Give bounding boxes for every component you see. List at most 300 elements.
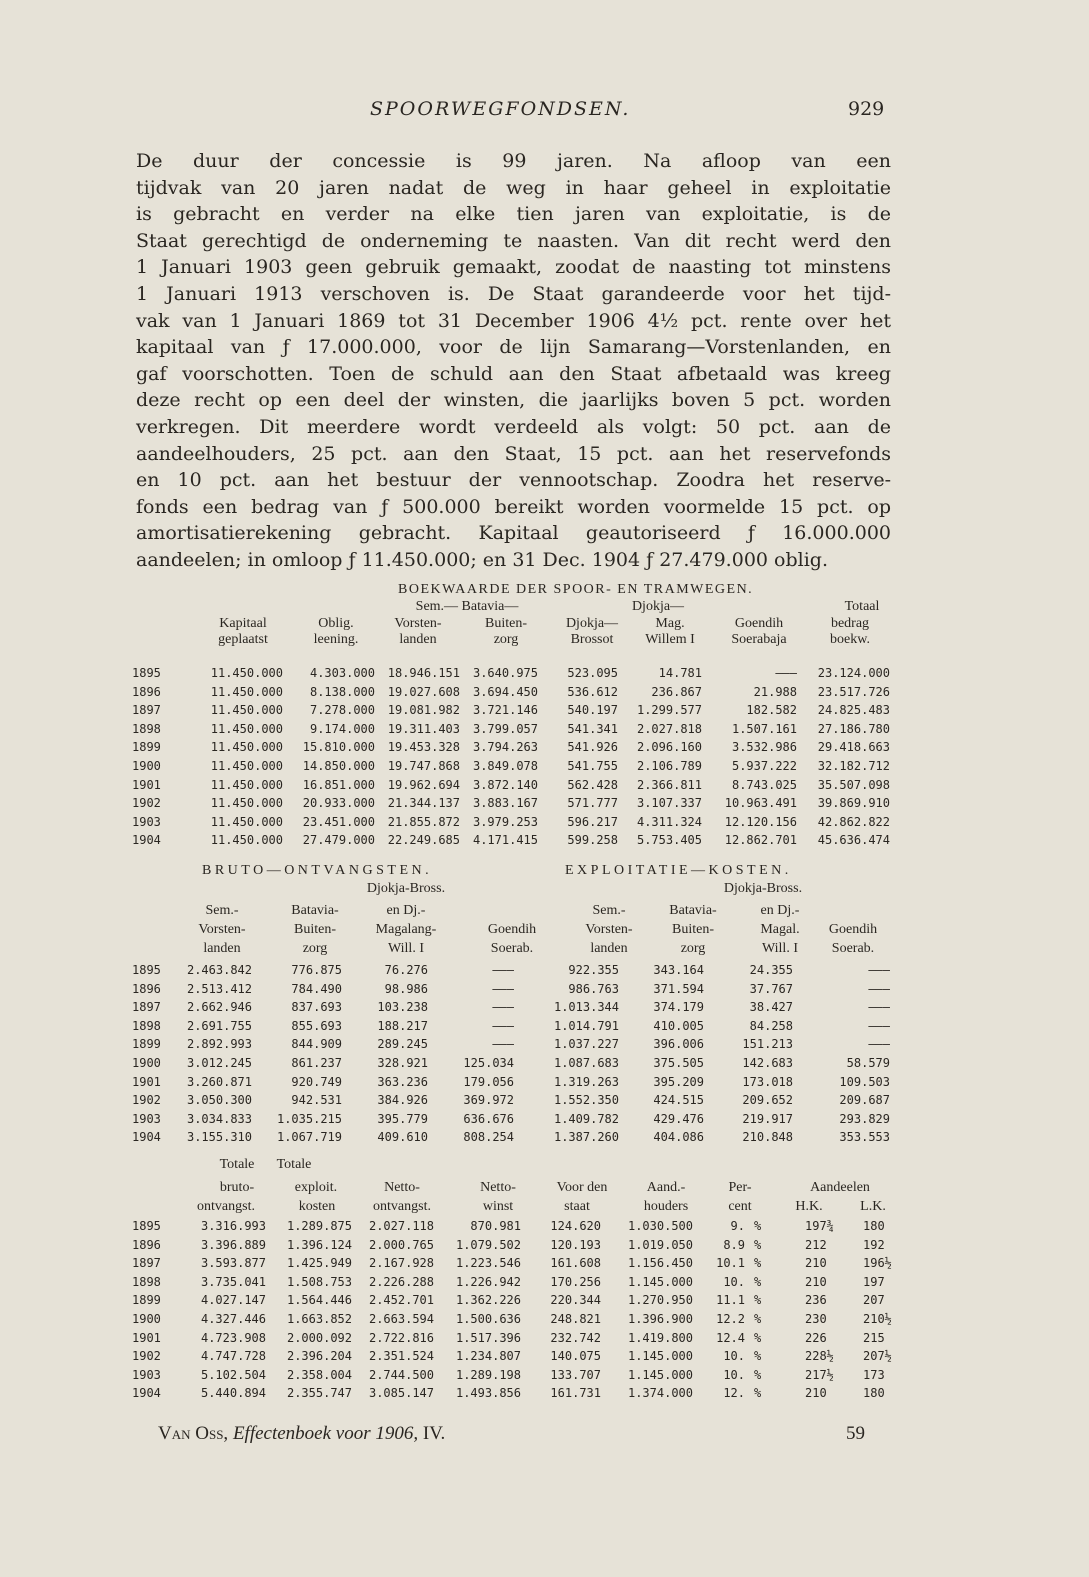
table-row (0, 1349, 1089, 1365)
column-header: boekw. (830, 632, 870, 647)
table-cell: 1.299.577 (636, 703, 702, 718)
column-header: Djokja— (565, 616, 619, 631)
table-cell: 1.663.852 (286, 1312, 352, 1326)
table-row (0, 1256, 1089, 1272)
table-cell: 1901 (132, 1074, 161, 1089)
table-cell: 536.612 (567, 684, 618, 699)
table-cell: 1.145.000 (627, 1349, 693, 1364)
table-cell: 5.937.222 (731, 759, 797, 773)
table-cell: 4.723.908 (200, 1330, 266, 1345)
table-cell: 37.767 (749, 981, 793, 996)
table-cell: 3.721.146 (472, 703, 538, 718)
table-cell: % (754, 1349, 762, 1364)
table-cell: 2.226.288 (368, 1274, 434, 1289)
column-header: landen (399, 632, 437, 647)
table-cell: 173.018 (742, 1074, 793, 1089)
table-cell: 21.344.137 (387, 796, 460, 811)
table-cell: 396.006 (653, 1037, 704, 1052)
paragraph-line: gaf voorschotten. Toen de schuld aan den Staat afbetaald was kreeg (136, 362, 891, 385)
table-cell: 140.075 (550, 1349, 601, 1364)
table-cell: 32.182.712 (817, 759, 890, 773)
paragraph-line: Staat gerechtigd de onderneming te naasten. Van dit recht werd den (136, 229, 891, 252)
table-cell: 353.553 (839, 1130, 890, 1145)
column-header: staat (564, 1199, 590, 1214)
table-cell: 14.781 (658, 666, 702, 680)
column-header: Soerab. (490, 941, 534, 956)
table-cell: 3.396.889 (200, 1237, 266, 1252)
table-cell: 4.747.728 (200, 1349, 266, 1364)
table-cell: 2.027.118 (368, 1219, 434, 1233)
running-header: SPOORWEGFONDSEN. (370, 98, 631, 120)
table-cell: 11.450.000 (210, 721, 283, 736)
column-header: Mag. (655, 616, 685, 631)
table-cell: 808.254 (463, 1130, 514, 1145)
table-cell: 1.500.636 (455, 1312, 521, 1326)
table-cell: 5.102.504 (200, 1367, 266, 1382)
table-cell: 371.594 (653, 981, 704, 996)
table-cell: 1900 (132, 1056, 161, 1070)
table-cell: 212 (805, 1237, 827, 1252)
table-cell: 1.319.263 (553, 1074, 619, 1089)
table-cell: 3.012.245 (186, 1056, 252, 1070)
table-cell: 207½ (863, 1349, 892, 1364)
column-header: Will. I (762, 941, 798, 956)
table-cell: 3.593.877 (200, 1256, 266, 1271)
column-header: zorg (493, 632, 519, 647)
paragraph-line: verkregen. Dit meerdere wordt verdeeld als volgt: 50 pct. aan de (136, 415, 891, 438)
table-cell: 230 (805, 1312, 827, 1326)
table-row (0, 1130, 1089, 1146)
table-title: BOEKWAARDE DER SPOOR- EN TRAMWEGEN. (398, 582, 754, 597)
column-header: zorg (302, 941, 328, 956)
table-cell: 133.707 (550, 1367, 601, 1382)
column-header: Willem I (645, 632, 695, 647)
table-cell: 1896 (132, 1237, 161, 1252)
table-cell: 10.963.491 (724, 796, 797, 811)
table-cell: 228½ (805, 1349, 834, 1364)
table-cell: 207 (863, 1293, 885, 1308)
table-cell: 1.564.446 (286, 1293, 352, 1308)
column-header: Djokja-Bross. (366, 881, 446, 896)
column-header: Buiten- (672, 922, 714, 937)
table-cell: 1897 (132, 1256, 161, 1271)
column-header: Aand.- (646, 1180, 686, 1195)
table-row (0, 1219, 1089, 1235)
body-paragraph (136, 148, 891, 574)
table-cell: % (754, 1274, 762, 1289)
table-row (0, 1019, 1089, 1035)
table-cell: ——— (868, 1000, 890, 1015)
table-cell: 179.056 (463, 1074, 514, 1089)
table-cell: 1898 (132, 1274, 161, 1289)
table-cell: ——— (868, 981, 890, 996)
table-cell: 404.086 (653, 1130, 704, 1145)
column-header: Sem.- (205, 903, 239, 918)
table-cell: 1896 (132, 981, 161, 996)
table-cell: 4.027.147 (200, 1293, 266, 1308)
column-header: Kapitaal (219, 616, 267, 631)
table-cell: 3.794.263 (472, 740, 538, 755)
table-cell: 1.508.753 (286, 1274, 352, 1289)
table-cell: 1898 (132, 721, 161, 736)
table-cell: 236 (805, 1293, 827, 1308)
table-cell: ——— (775, 666, 797, 680)
table-cell: 197¾ (805, 1219, 834, 1233)
table-cell: 19.027.608 (387, 684, 460, 699)
table-row (0, 796, 1089, 812)
table-cell: 3.883.167 (472, 796, 538, 811)
footer-volume: IV. (422, 1423, 446, 1444)
column-header: Sem.— Batavia— (415, 599, 519, 614)
table-cell: 837.693 (291, 1000, 342, 1015)
column-header: Batavia- (291, 903, 339, 918)
table-cell: 3.034.833 (186, 1111, 252, 1126)
table-cell: 2.106.789 (636, 759, 702, 773)
table-cell: 11.1 (716, 1293, 745, 1308)
column-header: winst (482, 1199, 514, 1214)
table-cell: 424.515 (653, 1093, 704, 1108)
table-row (0, 1112, 1089, 1128)
table-cell: 1904 (132, 1130, 161, 1145)
table-cell: 197 (863, 1274, 885, 1289)
table-cell: 870.981 (470, 1219, 521, 1233)
column-header: zorg (680, 941, 706, 956)
column-header: exploit. (294, 1180, 338, 1195)
table-cell: 1.289.875 (286, 1219, 352, 1233)
table-cell: 29.418.663 (817, 740, 890, 755)
table-cell: 2.167.928 (368, 1256, 434, 1271)
table-cell: 76.276 (384, 963, 428, 977)
table-cell: 1.493.856 (455, 1386, 521, 1401)
table-cell: % (754, 1386, 762, 1401)
table-cell: 2.351.524 (368, 1349, 434, 1364)
table-cell: 11.450.000 (210, 833, 283, 848)
table-cell: 1.289.198 (455, 1367, 521, 1382)
table-row (0, 778, 1089, 794)
table-cell: 11.450.000 (210, 684, 283, 699)
table-cell: 1903 (132, 1367, 161, 1382)
table-cell: 18.946.151 (387, 666, 460, 680)
table-title-left: BRUTO—ONTVANGSTEN. (202, 863, 433, 878)
table-cell: 1.409.782 (553, 1111, 619, 1126)
column-header: Sem.- (592, 903, 626, 918)
table-cell: 1.079.502 (455, 1237, 521, 1252)
table-cell: 4.327.446 (200, 1312, 266, 1326)
table-cell: 2.000.765 (368, 1237, 434, 1252)
table-cell: 541.755 (567, 759, 618, 773)
table-cell: ——— (868, 1018, 890, 1033)
table-cell: 922.355 (568, 963, 619, 977)
column-header: Totaal (844, 599, 880, 614)
column-header: en Dj.- (760, 903, 800, 918)
table-cell: 11.450.000 (210, 777, 283, 792)
table-cell: 1.374.000 (627, 1386, 693, 1401)
table-cell: 12.120.156 (724, 814, 797, 829)
table-cell: 23.451.000 (302, 814, 375, 829)
table-cell: 343.164 (653, 963, 704, 977)
table-cell: 636.676 (463, 1111, 514, 1126)
table-cell: 35.507.098 (817, 777, 890, 792)
column-header: Buiten- (294, 922, 336, 937)
column-header: Goendih (487, 922, 537, 937)
table-cell: 210.848 (742, 1130, 793, 1145)
table-cell: 15.810.000 (302, 740, 375, 755)
table-cell: 180 (863, 1219, 885, 1233)
table-cell: 8.9 (723, 1237, 745, 1252)
table-cell: 1.087.683 (553, 1056, 619, 1070)
table-cell: 217½ (805, 1367, 834, 1382)
table-cell: 182.582 (746, 703, 797, 718)
table-cell: 1897 (132, 1000, 161, 1015)
table-cell: 192 (863, 1237, 885, 1252)
column-header: cent (728, 1199, 752, 1214)
table-cell: 3.872.140 (472, 777, 538, 792)
table-cell: 27.479.000 (302, 833, 375, 848)
column-header: ontvangst. (373, 1199, 431, 1214)
column-header: Totale (276, 1157, 312, 1172)
table-cell: 151.213 (742, 1037, 793, 1052)
table-cell: 161.731 (550, 1386, 601, 1401)
table-cell: 124.620 (550, 1219, 601, 1233)
table-cell: 11.450.000 (210, 814, 283, 829)
table-cell: 10.1 (716, 1256, 745, 1271)
table-cell: 9. (730, 1219, 745, 1233)
table-cell: 27.186.780 (817, 721, 890, 736)
paragraph-line: en 10 pct. aan het bestuur der vennootschap. Zoodra het reserve- (136, 469, 891, 492)
column-header: ontvangst. (197, 1199, 255, 1214)
column-header: bruto- (219, 1180, 255, 1195)
table-cell: 4.303.000 (309, 666, 375, 680)
table-cell: 19.453.328 (387, 740, 460, 755)
paragraph-line: deze recht op een deel der winsten, die jaarlijks boven 5 pct. worden (136, 389, 891, 412)
table-row (0, 1075, 1089, 1091)
table-cell: 8.743.025 (731, 777, 797, 792)
column-header: Djokja-Bross. (723, 881, 803, 896)
table-cell: 363.236 (377, 1074, 428, 1089)
table-cell: 5.753.405 (636, 833, 702, 848)
footer-citation (158, 1423, 445, 1445)
table-cell: 103.238 (377, 1000, 428, 1015)
paragraph-line: aandeelhouders, 25 pct. aan den Staat, 15 pct. aan het reservefonds (136, 442, 891, 465)
table-cell: 2.366.811 (636, 777, 702, 792)
table-cell: 844.909 (291, 1037, 342, 1052)
column-header: Goendih (828, 922, 878, 937)
table-cell: 19.081.982 (387, 703, 460, 718)
table-cell: 384.926 (377, 1093, 428, 1108)
table-cell: 226 (805, 1330, 827, 1345)
table-cell: 23.124.000 (817, 666, 890, 680)
table-cell: 3.085.147 (368, 1386, 434, 1401)
table-cell: 248.821 (550, 1312, 601, 1326)
column-header: Brossot (570, 632, 614, 647)
table-cell: 2.096.160 (636, 740, 702, 755)
column-header: Aandeelen (810, 1180, 870, 1195)
table-cell: 1.234.807 (455, 1349, 521, 1364)
table-cell: 2.358.004 (286, 1367, 352, 1382)
table-row (0, 833, 1089, 849)
table-cell: 5.440.894 (200, 1386, 266, 1401)
column-header: leening. (313, 632, 359, 647)
table-cell: 1.156.450 (627, 1256, 693, 1271)
table-cell: ——— (492, 981, 514, 996)
table-cell: 219.917 (742, 1111, 793, 1126)
table-cell: 38.427 (749, 1000, 793, 1015)
table-row (0, 1331, 1089, 1347)
column-header: Will. I (388, 941, 424, 956)
table-cell: 429.476 (653, 1111, 704, 1126)
table-cell: 24.355 (749, 963, 793, 977)
table-row (0, 1312, 1089, 1328)
paragraph-line: amortisatierekening gebracht. Kapitaal geautoriseerd ƒ 16.000.000 (136, 522, 891, 545)
table-cell: 14.850.000 (302, 759, 375, 773)
table-cell: 1899 (132, 1293, 161, 1308)
column-header: Voor den (556, 1180, 608, 1195)
table-cell: 3.316.993 (200, 1219, 266, 1233)
table-cell: 1.552.350 (553, 1093, 619, 1108)
table-cell: 942.531 (291, 1093, 342, 1108)
table-cell: 12.2 (716, 1312, 745, 1326)
table-cell: 2.000.092 (286, 1330, 352, 1345)
paragraph-line: 1 Januari 1903 geen gebruik gemaakt, zoodat de naasting tot minstens (136, 256, 891, 279)
table-cell: 58.579 (846, 1056, 890, 1070)
table-cell: 1902 (132, 1093, 161, 1108)
footer-book: Effectenboek voor 1906, (232, 1423, 419, 1444)
table-cell: 3.050.300 (186, 1093, 252, 1108)
table-cell: 173 (863, 1367, 885, 1382)
table-cell: 3.260.871 (186, 1074, 252, 1089)
paragraph-line: 1 Januari 1913 verschoven is. De Staat garandeerde voor het tijd- (136, 282, 891, 305)
column-header: Magalang- (375, 922, 437, 937)
table-row (0, 1093, 1089, 1109)
table-cell: 293.829 (839, 1111, 890, 1126)
table-title-right: EXPLOITATIE—KOSTEN. (565, 863, 792, 878)
table-cell: 1.019.050 (627, 1237, 693, 1252)
table-cell: 395.209 (653, 1074, 704, 1089)
table-cell: 1.517.396 (455, 1330, 521, 1345)
column-header: Per- (728, 1180, 752, 1195)
table-cell: 1902 (132, 796, 161, 811)
table-cell: 289.245 (377, 1037, 428, 1052)
table-cell: % (754, 1256, 762, 1271)
table-cell: ——— (492, 1018, 514, 1033)
column-header: Batavia- (669, 903, 717, 918)
table-cell: 3.799.057 (472, 721, 538, 736)
table-cell: 120.193 (550, 1237, 601, 1252)
table-cell: 11.450.000 (210, 666, 283, 680)
table-cell: 1903 (132, 1111, 161, 1126)
table-row (0, 703, 1089, 719)
table-cell: 1.037.227 (553, 1037, 619, 1052)
table-cell: 1.067.719 (276, 1130, 342, 1145)
table-cell: 1.145.000 (627, 1274, 693, 1289)
table-cell: 4.311.324 (636, 814, 702, 829)
table-cell: 2.662.946 (186, 1000, 252, 1015)
table-cell: 1901 (132, 1330, 161, 1345)
column-header: Totale (219, 1157, 255, 1172)
table-cell: 2.691.755 (186, 1018, 252, 1033)
table-row (0, 1238, 1089, 1254)
table-cell: 16.851.000 (302, 777, 375, 792)
column-header: en Dj.- (386, 903, 426, 918)
table-cell: 1895 (132, 666, 161, 680)
column-header: Vorsten- (585, 922, 633, 937)
table-cell: 1904 (132, 1386, 161, 1401)
table-cell: 22.249.685 (387, 833, 460, 848)
table-cell: 1895 (132, 963, 161, 977)
table-cell: 861.237 (291, 1056, 342, 1070)
column-header: Soerabaja (731, 632, 787, 647)
table-cell: 8.138.000 (309, 684, 375, 699)
table-cell: 3.849.078 (472, 759, 538, 773)
table-cell: 1901 (132, 777, 161, 792)
table-cell: 10. (723, 1349, 745, 1364)
table-cell: 986.763 (568, 981, 619, 996)
table-cell: 7.278.000 (309, 703, 375, 718)
table-row (0, 1056, 1089, 1072)
table-cell: 599.258 (567, 833, 618, 848)
table-cell: 369.972 (463, 1093, 514, 1108)
paragraph-line: vak van 1 Januari 1869 tot 31 December 1906 4½ pct. rente over het (136, 309, 891, 332)
table-cell: 209.687 (839, 1093, 890, 1108)
table-cell: 1.387.260 (553, 1130, 619, 1145)
table-cell: ——— (868, 1037, 890, 1052)
table-cell: 1.396.900 (627, 1312, 693, 1326)
table-cell: 3.979.253 (472, 814, 538, 829)
table-cell: ——— (492, 963, 514, 977)
table-cell: 855.693 (291, 1018, 342, 1033)
table-row (0, 1386, 1089, 1402)
column-header: Netto- (480, 1180, 516, 1195)
table-cell: 3.155.310 (186, 1130, 252, 1145)
table-cell: 920.749 (291, 1074, 342, 1089)
column-header: Netto- (384, 1180, 420, 1195)
table-cell: 1902 (132, 1349, 161, 1364)
table-row (0, 666, 1089, 682)
table-cell: 523.095 (567, 666, 618, 680)
table-cell: 1.035.215 (276, 1111, 342, 1126)
column-header: L.K. (860, 1199, 886, 1214)
table-cell: 375.505 (653, 1056, 704, 1070)
table-cell: 1.270.950 (627, 1293, 693, 1308)
table-row (0, 685, 1089, 701)
table-cell: 1.362.226 (455, 1293, 521, 1308)
paragraph-line: De duur der concessie is 99 jaren. Na afloop van een (136, 150, 891, 172)
table-cell: 1899 (132, 1037, 161, 1052)
table-cell: 11.450.000 (210, 703, 283, 718)
table-cell: 1.226.942 (455, 1274, 521, 1289)
table-cell: 1.013.344 (553, 1000, 619, 1015)
column-header: houders (643, 1199, 689, 1214)
table-cell: 210 (805, 1256, 827, 1271)
table-cell: 410.005 (653, 1018, 704, 1033)
table-cell: 1.507.161 (731, 721, 797, 736)
page-number: 929 (848, 98, 885, 120)
table-cell: 210½ (863, 1312, 892, 1326)
table-cell: 10. (723, 1274, 745, 1289)
table-cell: 39.869.910 (817, 796, 890, 811)
table-cell: 596.217 (567, 814, 618, 829)
column-header: kosten (298, 1199, 336, 1214)
table-cell: 374.179 (653, 1000, 704, 1015)
table-row (0, 1275, 1089, 1291)
table-row (0, 963, 1089, 979)
footer-author: Van Oss, (158, 1423, 229, 1444)
table-cell: 2.513.412 (186, 981, 252, 996)
table-cell: 42.862.822 (817, 814, 890, 829)
table-cell: 23.517.726 (817, 684, 890, 699)
table-cell: 109.503 (839, 1074, 890, 1089)
table-row (0, 740, 1089, 756)
